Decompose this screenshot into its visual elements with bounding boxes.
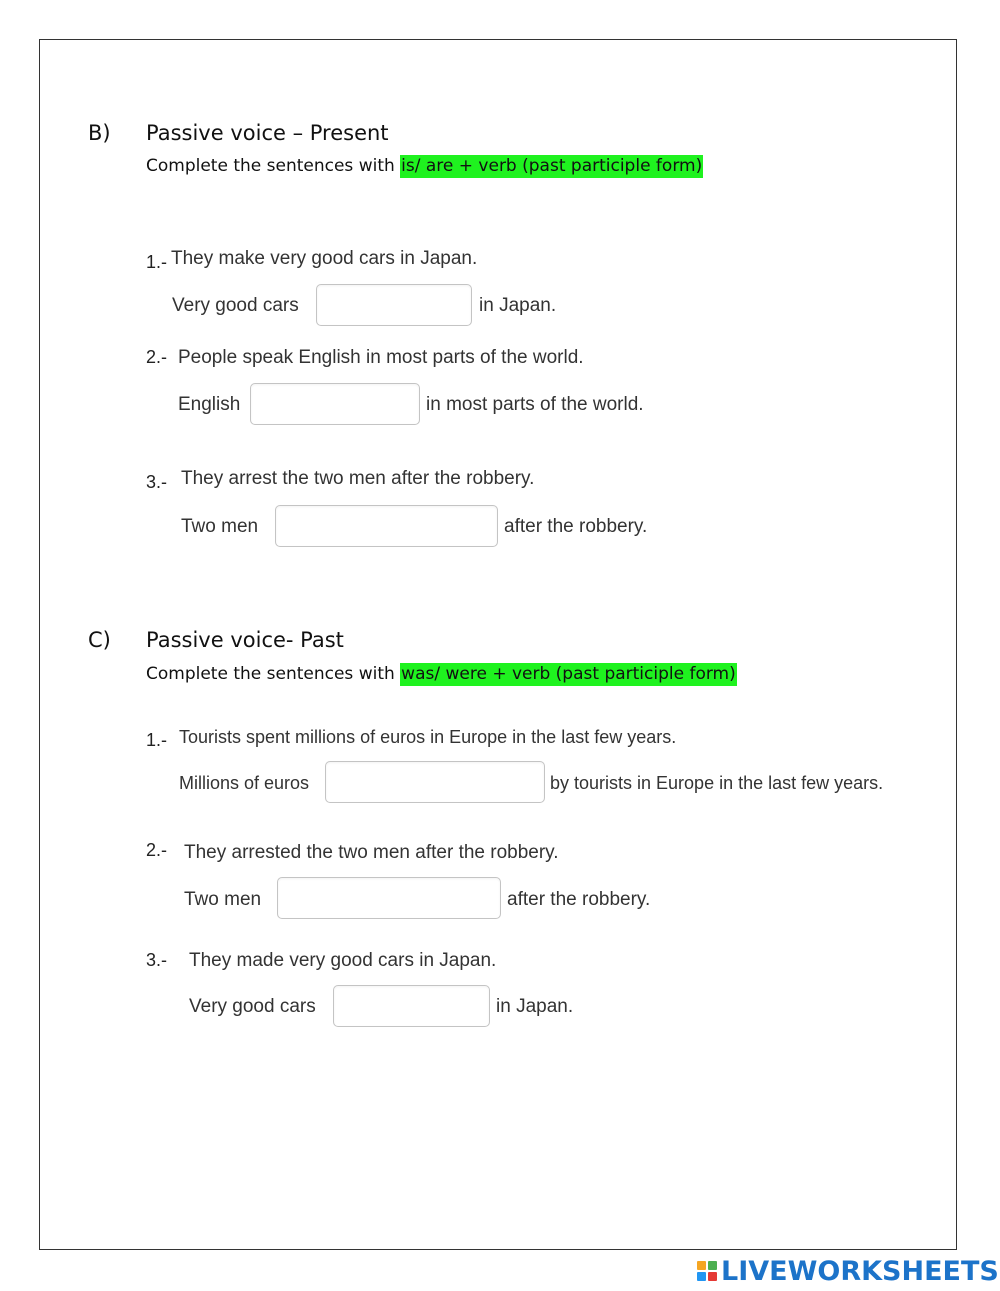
section-b-title: Passive voice – Present [146, 121, 389, 145]
b3-original-sentence: They arrest the two men after the robbery. [181, 468, 535, 489]
logo-blocks-icon [697, 1261, 717, 1281]
section-b-instruction-highlight: is/ are + verb (past participle form) [401, 156, 703, 176]
logo-block [708, 1261, 717, 1270]
c2-original-sentence: They arrested the two men after the robbery. [184, 842, 559, 863]
section-b-letter: B) [88, 121, 111, 145]
c2-number: 2.- [146, 840, 168, 860]
c1-original-sentence: Tourists spent millions of euros in Europe in the last few years. [179, 727, 677, 747]
logo-block [697, 1261, 706, 1270]
section-c-instruction-prefix: Complete the sentences with [146, 664, 395, 684]
b1-answer-input[interactable] [316, 284, 472, 326]
b2-prefix: English [178, 394, 241, 415]
section-b-instruction-prefix: Complete the sentences with [146, 156, 395, 176]
c1-suffix: by tourists in Europe in the last few years. [550, 773, 884, 793]
section-b-instruction [146, 156, 703, 176]
b1-original-sentence: They make very good cars in Japan. [171, 248, 478, 269]
b1-number: 1.- [146, 252, 168, 272]
c3-number: 3.- [146, 950, 168, 970]
b1-suffix: in Japan. [479, 295, 557, 316]
b2-number: 2.- [146, 347, 168, 367]
c3-prefix: Very good cars [189, 996, 316, 1017]
section-c-instruction [146, 664, 737, 684]
b3-suffix: after the robbery. [504, 516, 648, 537]
c3-answer-input[interactable] [333, 985, 490, 1027]
logo-block [708, 1272, 717, 1281]
b2-answer-input[interactable] [250, 383, 420, 425]
b2-original-sentence: People speak English in most parts of the world. [178, 347, 584, 368]
c1-answer-input[interactable] [325, 761, 545, 803]
brand-name: LIVEWORKSHEETS [721, 1255, 999, 1287]
b3-number: 3.- [146, 472, 168, 492]
c2-suffix: after the robbery. [507, 889, 651, 910]
section-c-title: Passive voice- Past [146, 628, 344, 652]
b2-suffix: in most parts of the world. [426, 394, 644, 415]
c3-original-sentence: They made very good cars in Japan. [189, 950, 497, 971]
b3-answer-input[interactable] [275, 505, 498, 547]
c1-prefix: Millions of euros [179, 773, 310, 793]
b3-prefix: Two men [181, 516, 259, 537]
c2-prefix: Two men [184, 889, 262, 910]
section-c-letter: C) [88, 628, 111, 652]
logo-block [697, 1272, 706, 1281]
b1-prefix: Very good cars [172, 295, 299, 316]
liveworksheets-logo [697, 1256, 999, 1286]
section-c-instruction-highlight: was/ were + verb (past participle form) [401, 664, 736, 684]
c2-answer-input[interactable] [277, 877, 501, 919]
c3-suffix: in Japan. [496, 996, 574, 1017]
c1-number: 1.- [146, 730, 168, 750]
